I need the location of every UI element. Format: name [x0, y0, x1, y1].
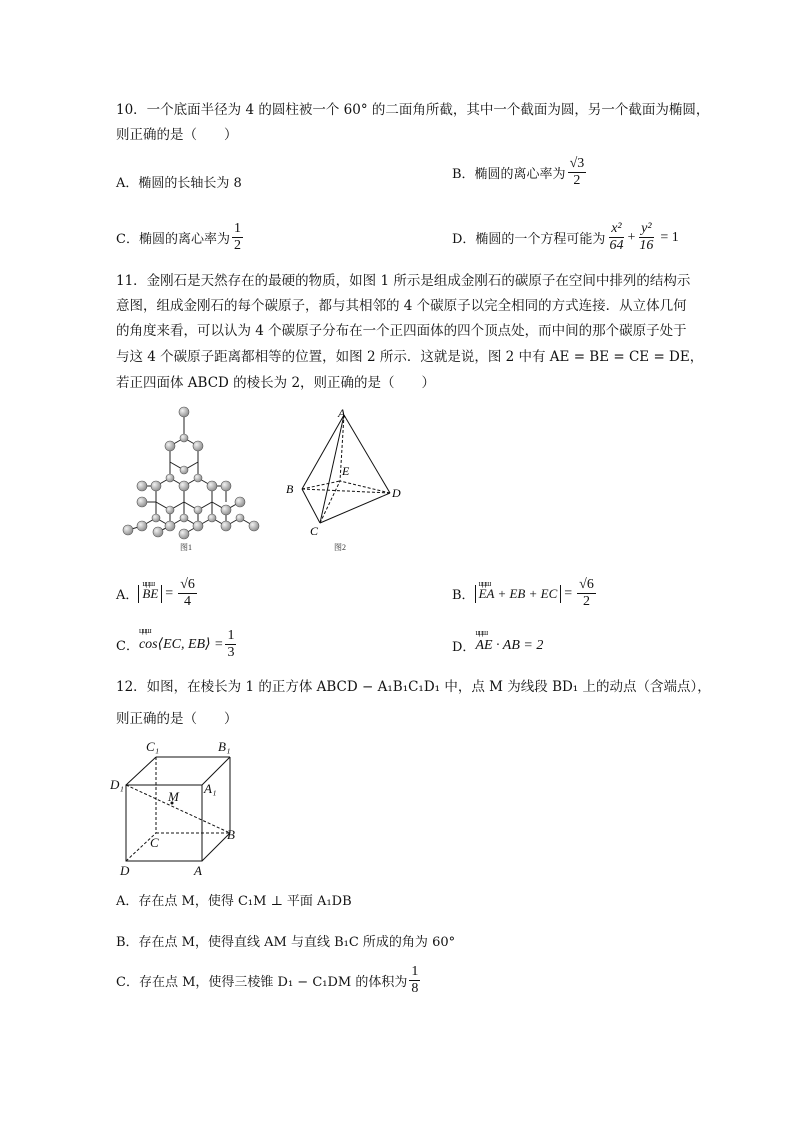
- q12-option-c-numerator: 1: [411, 964, 419, 979]
- q11-option-b: B． ццш EA + EB + EC = $\frac{√6}{2}$: [452, 577, 598, 610]
- q11-option-b-numerator: √6: [579, 577, 594, 592]
- q11-stem-line3: 的角度来看，可以认为 4 个碳原子分布在一个正四面体的四个顶点处，而中间的那个碳原子处于: [116, 323, 687, 339]
- q10-option-d-equals: = 1: [660, 229, 679, 245]
- q11-stem-line1: 11．金刚石是天然存在的最硬的物质，如图 1 所示是组成金刚石的碳原子在空间中排列的结构示: [116, 273, 691, 289]
- figure2-caption: 图2: [334, 543, 346, 552]
- q11-stem-line4: 与这 4 个碳原子距离都相等的位置，如图 2 所示．这就是说，图 2 中有 AE = BE = CE = DE，: [116, 349, 704, 365]
- q11-option-a: A． ццш BE = $\frac{√6}{4}$: [116, 577, 199, 610]
- cube-label-a1: A₁: [204, 781, 217, 796]
- cube-label-d: D: [120, 863, 130, 878]
- q10-option-b-label: B．椭圆的离心率为: [452, 167, 566, 182]
- cube-label-a: A: [194, 863, 202, 878]
- q11-option-a-fraction: [178, 577, 197, 610]
- q11-option-b-fraction: [577, 577, 596, 610]
- q11-option-a-label: A．: [116, 588, 139, 603]
- q10-option-d-plus: +: [627, 229, 636, 245]
- q10-option-d-num2: y²: [641, 221, 652, 236]
- cube-label-b: B: [227, 827, 235, 842]
- q10-option-d-den1: 64: [609, 238, 624, 253]
- q10-stem-line2: 则正确的是（ ）: [116, 127, 238, 143]
- q11-option-a-vector: [138, 585, 162, 603]
- q12-option-a: A．存在点 M，使得 C₁M ⊥ 平面 A₁DB: [116, 894, 352, 909]
- fig2-label-e: E: [342, 464, 350, 478]
- cube-label-d1: D₁: [110, 777, 124, 792]
- figure-cube: [110, 735, 250, 880]
- q12-stem-line2: 则正确的是（ ）: [116, 711, 238, 727]
- q10-option-b-denominator: 2: [573, 173, 581, 188]
- q10-stem-line1: 10．一个底面半径为 4 的圆柱被一个 60° 的二面角所截，其中一个截面为圆，另一个截面为椭圆，: [116, 102, 710, 118]
- q10-option-c-denominator: 2: [233, 238, 241, 253]
- q10-option-d-label: D．椭圆的一个方程可能为: [452, 232, 606, 247]
- q10-option-d-fraction2: [637, 221, 655, 254]
- q10-option-c-numerator: 1: [233, 221, 241, 236]
- q10-option-c-label: C．椭圆的离心率为: [116, 232, 230, 247]
- q10-option-d-num1: x²: [611, 221, 622, 236]
- cube-label-c: C: [150, 835, 159, 850]
- cube-label-c1: C₁: [146, 739, 160, 754]
- q12-option-c-label: C．存在点 M，使得三棱锥 D₁ − C₁DM 的体积为: [116, 975, 408, 990]
- q10-option-d: [452, 221, 679, 254]
- q11-option-a-denominator: 4: [184, 594, 192, 609]
- q12-stem-line1: 12．如图，在棱长为 1 的正方体 ABCD − A₁B₁C₁D₁ 中，点 M 为线段 BD₁ 上的动点（含端点），: [116, 679, 711, 695]
- q12-option-c-fraction: [409, 964, 420, 997]
- q11-stem-line5: 若正四面体 ABCD 的棱长为 2，则正确的是（ ）: [116, 375, 436, 391]
- q11-option-c-label: C．: [116, 639, 139, 654]
- q11-option-d-label: D．: [452, 640, 476, 655]
- q11-option-b-denominator: 2: [583, 594, 590, 609]
- cube-label-m: M: [168, 789, 179, 804]
- fig2-label-c: C: [310, 524, 319, 538]
- q12-option-c-denominator: 8: [411, 981, 419, 996]
- q12-option-b: B．存在点 M，使得直线 AM 与直线 B₁C 所成的角为 60°: [116, 935, 456, 950]
- q11-option-c: [116, 628, 238, 661]
- q11-option-c-numerator: 1: [227, 628, 235, 643]
- q11-option-a-vector-text: ццш BE: [142, 585, 158, 603]
- q11-option-d: [452, 636, 543, 655]
- q10-option-b-numerator: √3: [569, 156, 585, 171]
- q10-option-a: A．椭圆的长轴长为 8: [116, 176, 242, 191]
- q10-option-d-den2: 16: [639, 238, 654, 253]
- q10-option-c: [116, 221, 245, 254]
- q11-option-d-expr: ццш AE · AB = 2: [475, 638, 543, 654]
- q10-option-b: [452, 156, 588, 189]
- q12-option-c: [116, 964, 422, 997]
- q11-option-a-numerator: √6: [180, 577, 195, 592]
- figure1-caption: 图1: [180, 543, 192, 552]
- fig2-label-a: A: [338, 406, 346, 420]
- q11-option-c-expr: ццш cos⟨EC, EB⟩ =: [139, 636, 224, 653]
- cube-label-b1: B₁: [218, 739, 231, 754]
- q11-option-b-vector-text: ццш EA + EB + EC: [479, 585, 558, 603]
- q11-option-b-vector-sum: [475, 585, 562, 603]
- q10-option-c-fraction: [232, 221, 243, 254]
- q11-stem-line2: 意图，组成金刚石的每个碳原子，都与其相邻的 4 个碳原子以完全相同的方式连接．从立体几何: [116, 298, 687, 314]
- q11-option-c-fraction: [225, 628, 236, 661]
- figure2-tetrahedron: [282, 405, 412, 555]
- q10-option-d-fraction1: [607, 221, 625, 254]
- fig2-label-d: D: [392, 486, 401, 500]
- figure1-diamond-lattice: [118, 400, 268, 560]
- q11-option-b-label: B．: [452, 588, 475, 603]
- q10-option-b-fraction: [568, 156, 587, 189]
- fig2-label-b: B: [286, 482, 294, 496]
- q11-option-c-denominator: 3: [227, 645, 235, 660]
